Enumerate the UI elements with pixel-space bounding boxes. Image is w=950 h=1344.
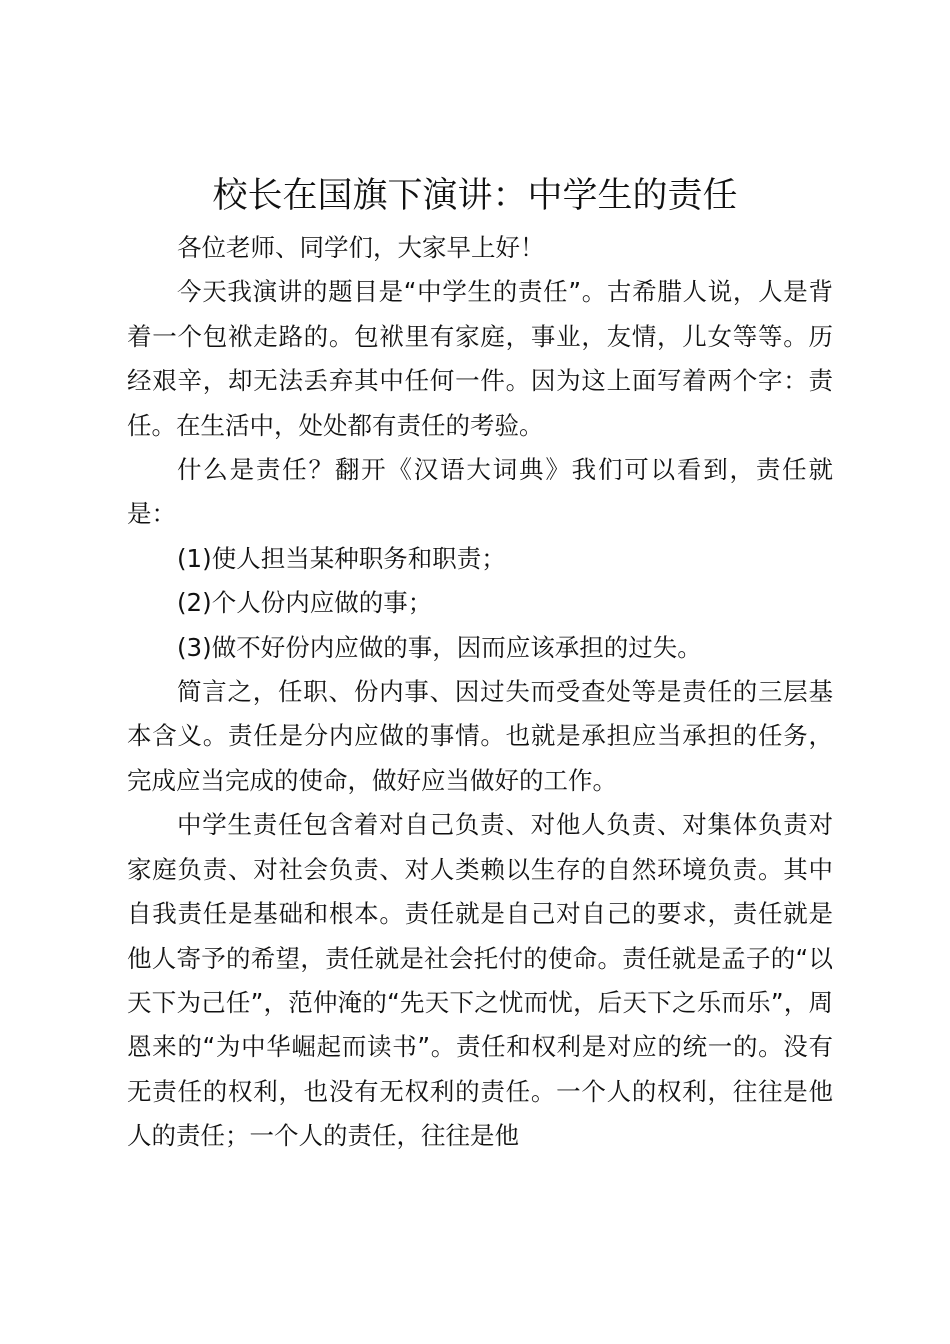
paragraph-greeting: 各位老师、同学们，大家早上好！: [177, 233, 545, 262]
document-title: 校长在国旗下演讲：中学生的责任: [212, 176, 738, 216]
paragraph-definition: 什么是责任？翻开《汉语大词典》我们可以看到，责任就是：: [127, 455, 833, 529]
paragraph-student-responsibility: 中学生责任包含着对自己负责、对他人负责、对集体负责对家庭负责、对社会负责、对人类赖以生存的自然环境负责。其中自我责任是基础和根本。责任就是自己对自己的要求，责任就是他人寄予的希望，责任就是社会托付的使命。责任就是孟子的“以天下为己任”，范仲淹的“先天下之忧而忧，后天下之乐而乐”，周恩来的“为中华崛起而读书”。责任和权利是对应的统一的。没有无责任的权利，也没有无权利的责任。一个人的权利，往往是他人的责任；一个人的责任，往往是他: [127, 810, 833, 1151]
paragraph-summary: 简言之，任职、份内事、因过失而受查处等是责任的三层基本含义。责任是分内应做的事情。也就是承担应当承担的任务，完成应当完成的使命，做好应当做好的工作。: [127, 677, 833, 795]
paragraph-definition-item-3: (3)做不好份内应做的事，因而应该承担的过失。: [177, 632, 702, 662]
paragraph-definition-item-2: (2)个人份内应做的事；: [177, 588, 433, 618]
paragraph-introduction: 今天我演讲的题目是“中学生的责任”。古希腊人说，人是背着一个包袱走路的。包袱里有家庭，事业，友情，儿女等等。历经艰辛，却无法丢弃其中任何一件。因为这上面写着两个字：责任。在生活中，处处都有责任的考验。: [127, 277, 833, 440]
paragraph-definition-item-1: (1)使人担当某种职务和职责；: [177, 543, 506, 573]
document-body: [127, 226, 833, 1159]
